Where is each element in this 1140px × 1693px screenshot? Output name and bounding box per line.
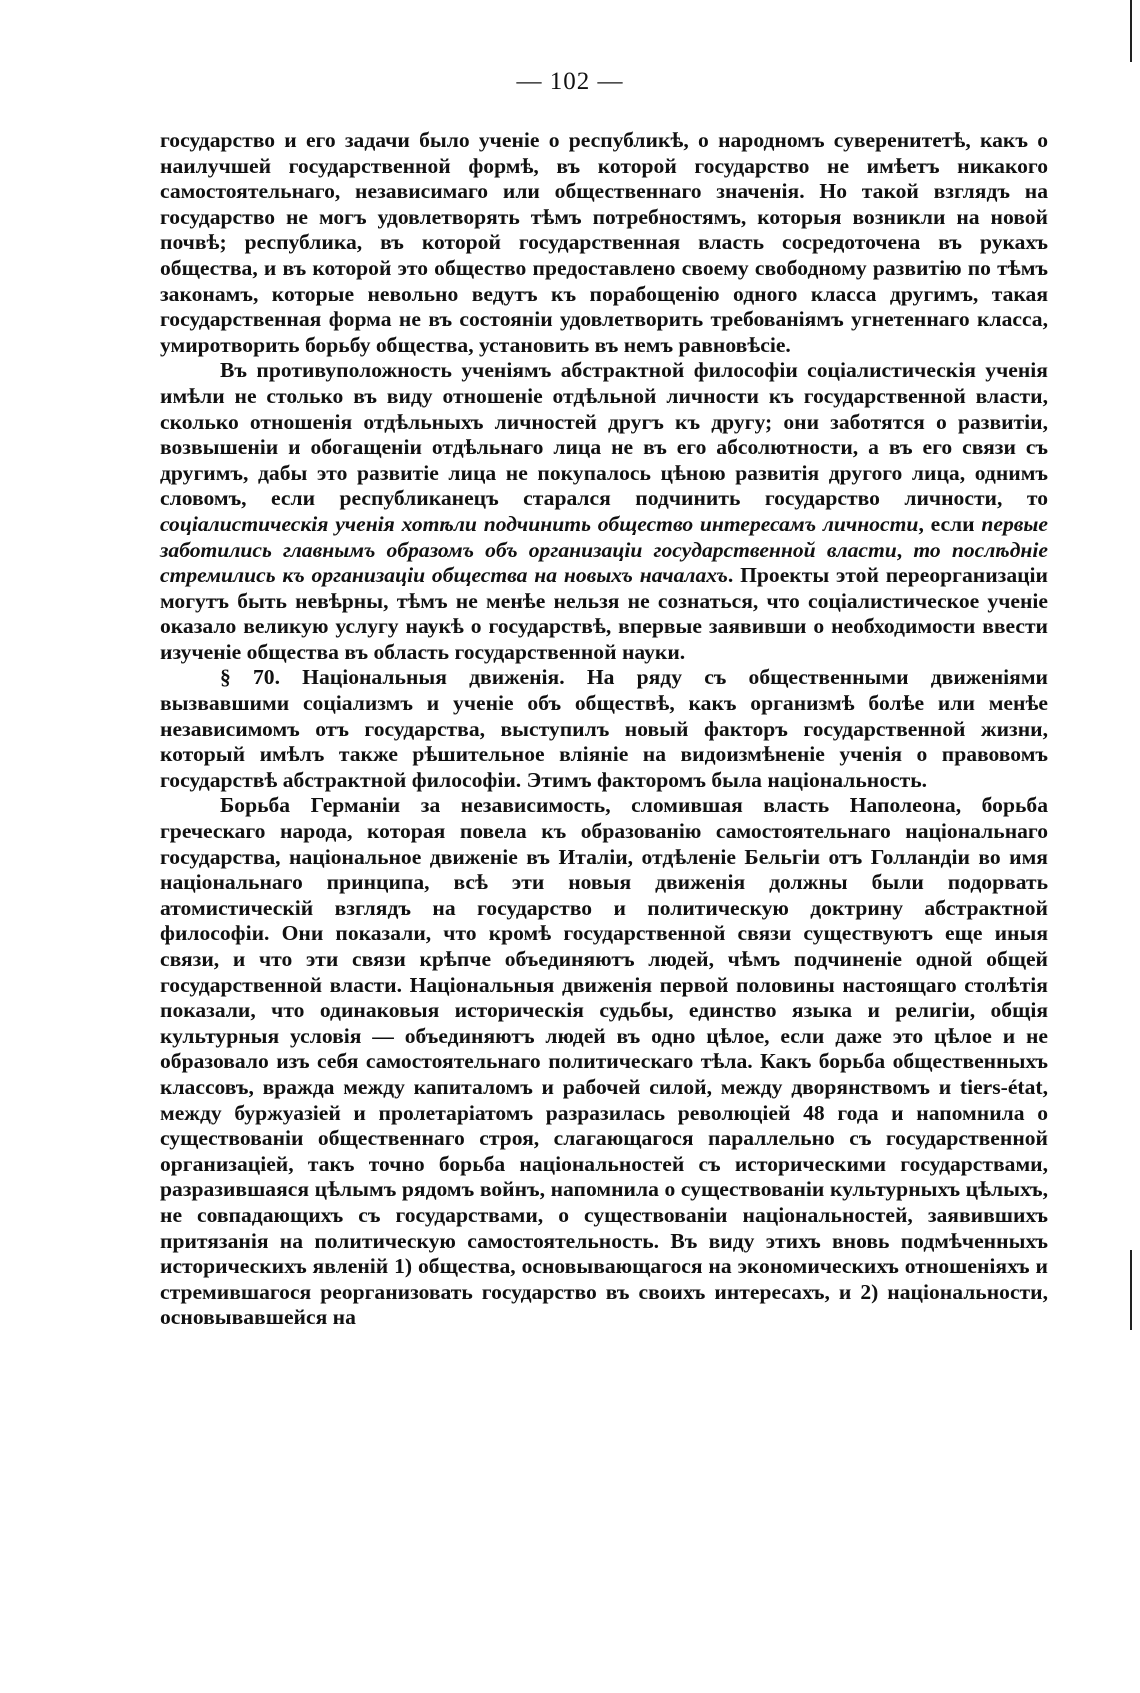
text-segment: государство и его задачи было ученіе о республикѣ, о народномъ суверенитетѣ, какъ о наилучшей государственной формѣ, въ которой государство не имѣетъ никакого самостоятельнаго, независимаго или общественнаго значенія. Но такой взглядъ на государство не могъ удовлетворять тѣмъ потребностямъ, которыя возникли на новой почвѣ; республика, въ которой государственная власть сосредоточена въ рукахъ общества, и въ которой это общество предоставлено своему свободному развитію по тѣмъ законамъ, которые невольно ведутъ къ порабощенію одного класса другимъ, такая государственная форма не въ состояніи удовлетворить требованіямъ угнетеннаго класса, умиротворить борьбу общества, установить въ немъ равновѣсіе. [160,128,1048,357]
page-edge-line-bottom [1130,1250,1132,1330]
text-segment: . Проекты этой переорганизаціи могутъ быть невѣрны, тѣмъ не менѣе нельзя не сознаться, что соціалистическое ученіе оказало великую услугу наукѣ о государствѣ, впервые заявивши о необходимости ввести изученіе общества въ область государственной науки. [160,563,1049,664]
page-edge-line-top [1130,0,1132,62]
text-segment: Въ противуположность ученіямъ абстрактной философіи соціалистическія ученія имѣли не столько въ виду отношеніе отдѣльной личности къ государственной власти, сколько отношенія отдѣльныхъ личностей другъ къ другу; они заботятся о развитіи, возвышеніи и обогащеніи отдѣльнаго лица не въ его абсолютности, а въ его связи съ другимъ, дабы это развитіе лица не покупалось цѣною развитія другого лица, однимъ словомъ, если республиканецъ старался подчинить государство личности, то [160,358,1048,511]
page-number: — 102 — [516,68,624,95]
paragraph [160,358,1048,665]
italic-text-segment: соціалистическія ученія хотѣли подчинить общество интересамъ личности [160,511,919,536]
text-segment: Борьба Германіи за независимость, сломившая власть Наполеона, борьба греческаго народа, которая повела къ образованію самостоятельнаго національнаго государства, національное движеніе въ Италіи, отдѣленіе Бельгіи отъ Голландіи во имя національнаго принципа, всѣ эти новыя движенія должны были подорвать атомистическій взглядъ на государство и политическую доктрину абстрактной философіи. Они показали, что кромѣ государственной связи существуютъ еще иныя связи, и что эти связи крѣпче объединяютъ людей, чѣмъ подчиненіе одной общей государственной власти. Національныя движенія первой половины настоящаго столѣтія показали, что одинаковыя историческія судьбы, единство языка и религіи, общія культурныя условія — объединяютъ людей въ одно цѣлое, если даже это цѣлое и не образовало изъ себя самостоятельнаго политическаго тѣла. Какъ борьба общественныхъ классовъ, вражда между капиталомъ и рабочей силой, между дворянствомъ и tiers-état, между буржуазіей и пролетаріатомъ разразилась революціей 48 года и напомнила о существованіи общественнаго строя, слагающагося параллельно съ государственной организаціей, такъ точно борьба національностей съ историческими государствами, разразившаяся цѣлымъ рядомъ войнъ, напомнила о существованіи культурныхъ цѣлыхъ, не совпадающихъ съ государствами, о существованіи національностей, заявившихъ притязанія на политическую самостоятельность. Въ виду этихъ вновь подмѣченныхъ историческихъ явленій 1) общества, основывающагося на экономическихъ отношеніяхъ и стремившагося реорганизовать государство въ своихъ интересахъ, и 2) національности, основывавшейся на [160,793,1048,1330]
italic-text-segment: первые заботились главнымъ образомъ объ организаціи государственной власти [160,511,1048,562]
text-segment: , [896,537,914,562]
paragraph [160,128,1048,358]
text-segment: , если [918,511,982,536]
text-segment: § 70. Національныя движенія. На ряду съ общественными движеніями вызвавшими соціализмъ и ученіе объ обществѣ, какъ организмѣ болѣе или менѣе независимомъ отъ государства, выступилъ новый факторъ государственной жизни, который имѣлъ также рѣшительное вліяніе на видоизмѣненіе ученія о правовомъ государствѣ абстрактной философіи. Этимъ факторомъ была національность. [160,665,1048,792]
paragraph [160,793,1048,1330]
italic-text-segment: то послѣдніе стремились къ организаціи общества на новыхъ началахъ [160,537,1048,588]
section-paragraph [160,665,1048,793]
body-text [160,128,1048,1331]
